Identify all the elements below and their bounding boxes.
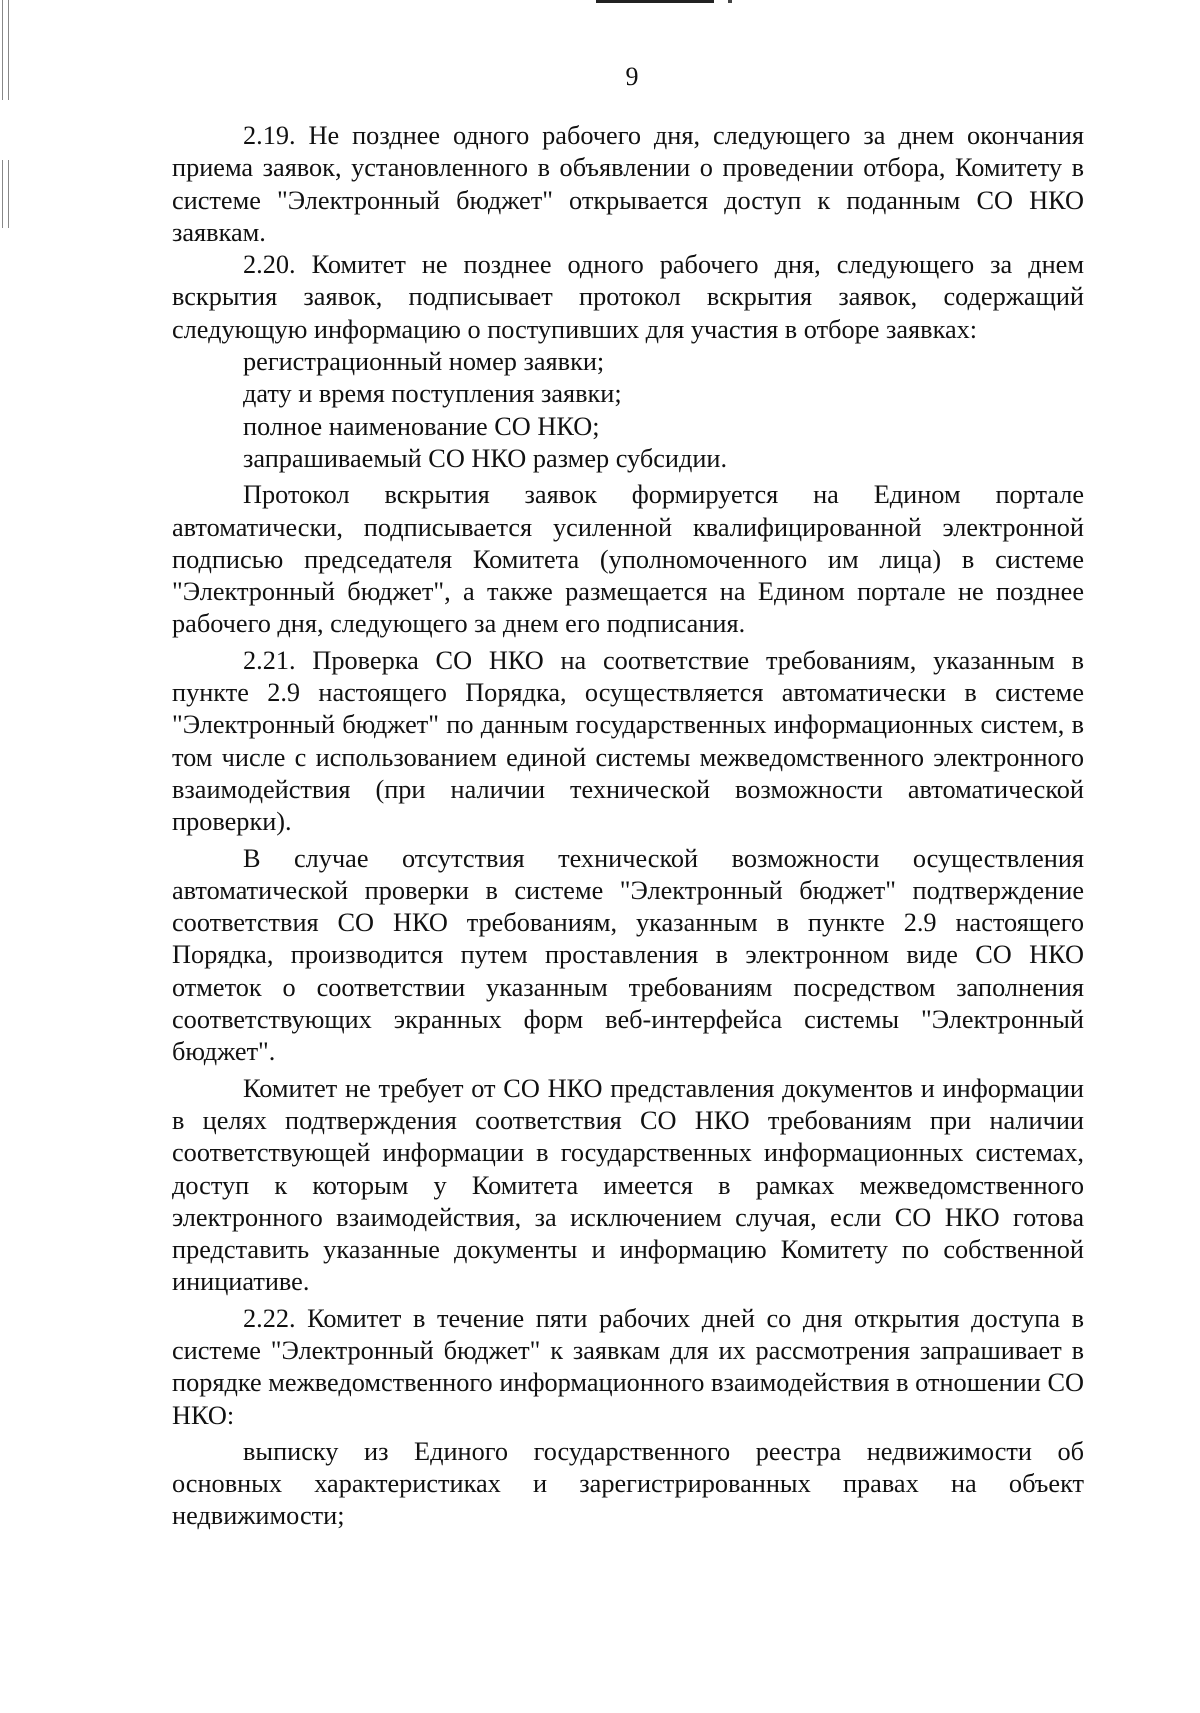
binding-holes-marks [0, 0, 16, 240]
paragraph-2-21: 2.21. Проверка СО НКО на соответствие требованиям, указанным в пункте 2.9 настоящего Порядка, осуществляется автоматически в системе "Электронный бюджет" по данным государственных информационных систем, в том числе с использованием единой системы межведомственного электронного взаимодействия (при наличии технической возможности автоматической проверки). [172, 645, 1084, 837]
list-item: дату и время поступления заявки; [243, 379, 622, 409]
list-item: полное наименование СО НКО; [243, 411, 600, 441]
scan-edge-mark [728, 0, 732, 3]
paragraph-no-documents-required: Комитет не требует от СО НКО представления документов и информации в целях подтверждения соответствия СО НКО требованиям при наличии соответствующей информации в государственных информационных системах, доступ к которым у Комитета имеется в рамках межведомственного электронного взаимодействия, за исключением случая, если СО НКО готова представить указанные документы и информацию Комитету по собственной инициативе. [172, 1073, 1084, 1297]
paragraph-2-19: 2.19. Не позднее одного рабочего дня, следующего за днем окончания приема заявок, установленного в объявлении о проведении отбора, Комитету в системе "Электронный бюджет" открывается доступ к поданным СО НКО заявкам. [172, 121, 1084, 247]
list-item: регистрационный номер заявки; [243, 347, 605, 377]
paragraph-egrn-extract: выписку из Единого государственного реестра недвижимости об основных характеристиках и зарегистрированных правах на объект недвижимости; [172, 1436, 1084, 1531]
paragraph-protocol: Протокол вскрытия заявок формируется на Едином портале автоматически, подписывается усиленной квалифицированной электронной подписью председателя Комитета (уполномоченного им лица) в системе "Электронный бюджет", а также размещается на Едином портале не позднее рабочего дня, следующего за днем его подписания. [172, 480, 1084, 639]
paragraph-2-20: 2.20. Комитет не позднее одного рабочего дня, следующего за днем вскрытия заявок, подписывает протокол вскрытия заявок, содержащий следующую информацию о поступивших для участия в отборе заявках: [172, 250, 1084, 344]
list-item: запрашиваемый СО НКО размер субсидии. [243, 443, 728, 473]
paragraph-no-tech-possibility: В случае отсутствия технической возможности осуществления автоматической проверки в системе "Электронный бюджет" подтверждение соответствия СО НКО требованиям, указанным в пункте 2.9 настоящего Порядка, производится путем проставления в электронном виде СО НКО отметок о соответствии указанным требованиям посредством заполнения соответствующих экранных форм веб-интерфейса системы "Электронный бюджет". [172, 843, 1084, 1067]
document-body [172, 120, 1084, 1533]
page-number: 9 [625, 62, 639, 91]
scan-edge-mark [596, 0, 714, 3]
paragraph-2-22: 2.22. Комитет в течение пяти рабочих дней со дня открытия доступа в системе "Электронный бюджет" к заявкам для их рассмотрения запрашивает в порядке межведомственного информационного взаимодействия в отношении СО НКО: [172, 1303, 1084, 1430]
